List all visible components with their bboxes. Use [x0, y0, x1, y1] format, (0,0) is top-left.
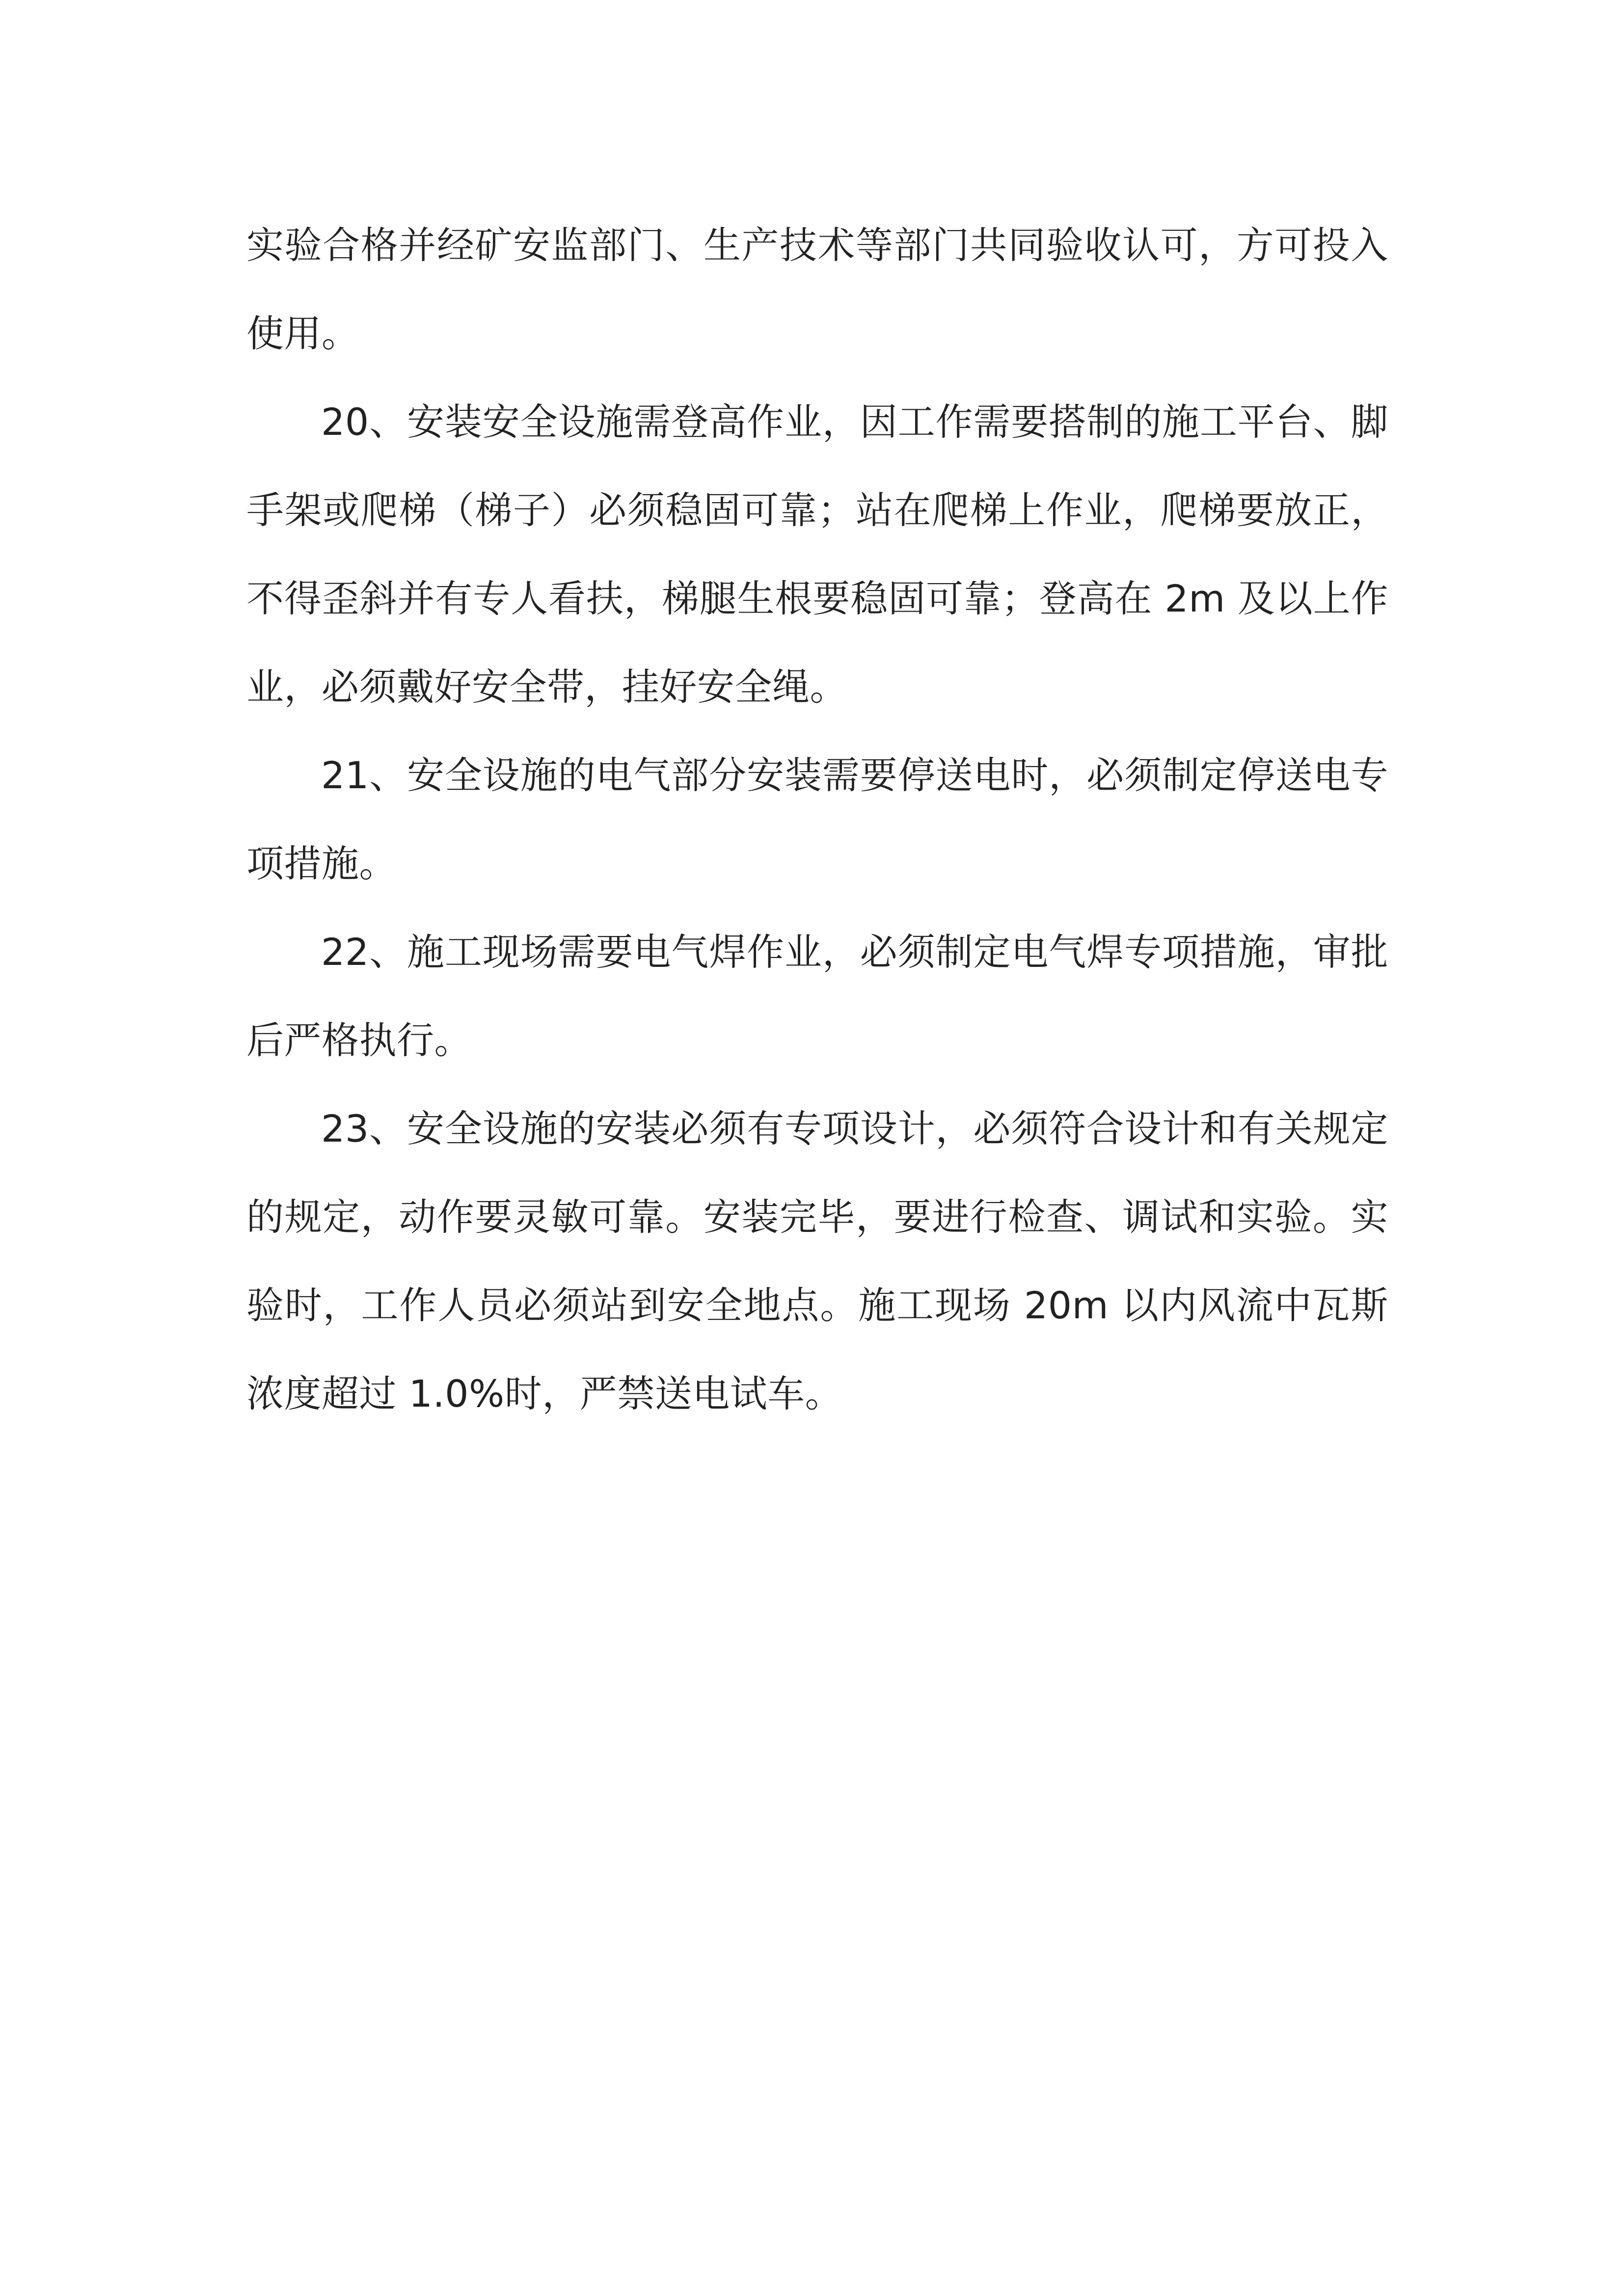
paragraph-item-23: 23、安全设施的安装必须有专项设计，必须符合设计和有关规定的规定，动作要灵敏可靠。安装完毕，要进行检查、调试和实验。实验时，工作人员必须站到安全地点。施工现场 20m 以内风流中瓦斯浓度超过 1.0%时，严禁送电试车。 — [246, 1107, 1388, 1415]
paragraph-item-20: 20、安装安全设施需登高作业，因工作需要搭制的施工平台、脚手架或爬梯（梯子）必须稳固可靠；站在爬梯上作业，爬梯要放正，不得歪斜并有专人看扶，梯腿生根要稳固可靠；登高在 2m 及以上作业，必须戴好安全带，挂好安全绳。 — [246, 400, 1388, 709]
paragraph-item-21: 21、安全设施的电气部分安装需要停送电时，必须制定停送电专项措施。 — [246, 753, 1388, 885]
paragraph-continuation: 实验合格并经矿安监部门、生产技术等部门共同验收认可，方可投入使用。 — [246, 223, 1388, 355]
paragraph-item-22: 22、施工现场需要电气焊作业，必须制定电气焊专项措施，审批后严格执行。 — [246, 930, 1388, 1062]
document-body — [246, 201, 1388, 1438]
